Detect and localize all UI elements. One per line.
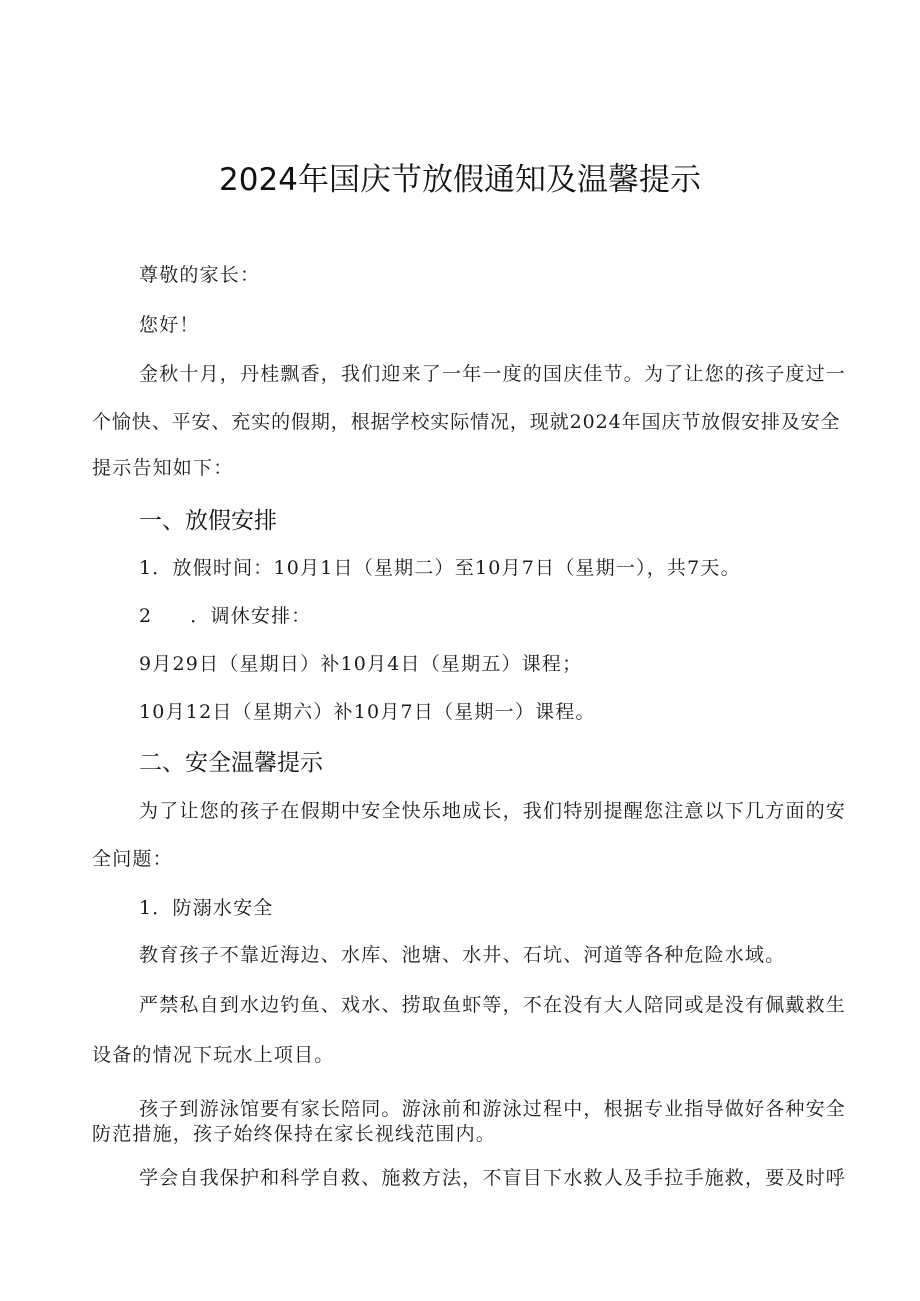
swap-line-1: 9月29日（星期日）补10月4日（星期五）课程； [139, 653, 583, 675]
item-number: 2 [139, 605, 153, 627]
drowning-para-2-line-1: 严禁私自到水边钓鱼、戏水、捞取鱼虾等，不在没有大人陪同或是没有佩戴救生 [139, 994, 847, 1016]
hello-line: 您好！ [139, 314, 200, 336]
drowning-para-2-line-2: 设备的情况下玩水上项目。 [92, 1044, 335, 1066]
intro-line-2: 个愉快、平安、充实的假期，根据学校实际情况，现就2024年国庆节放假安排及安全 [92, 411, 841, 433]
subheading-drowning: 1．防溺水安全 [139, 897, 274, 919]
item-text: ．调休安排： [190, 605, 312, 627]
section-heading-safety: 二、安全温馨提示 [139, 750, 323, 776]
safety-intro-line-1: 为了让您的孩子在假期中安全快乐地成长，我们特别提醒您注意以下几方面的安 [139, 800, 847, 822]
drowning-para-3-line-2: 防范措施，孩子始终保持在家长视线范围内。 [92, 1123, 497, 1145]
section-heading-holiday: 一、放假安排 [139, 508, 277, 534]
drowning-para-4: 学会自我保护和科学自救、施救方法，不盲目下水救人及手拉手施救，要及时呼 [139, 1167, 847, 1189]
schedule-swap-item [139, 604, 312, 628]
holiday-time-item: 1．放假时间：10月1日（星期二）至10月7日（星期一），共7天。 [139, 557, 741, 579]
drowning-para-1: 教育孩子不靠近海边、水库、池塘、水井、石坑、河道等各种危险水域。 [139, 944, 786, 966]
greeting: 尊敬的家长： [139, 264, 261, 286]
swap-line-2: 10月12日（星期六）补10月7日（星期一）课程。 [139, 701, 596, 723]
document-title: 2024年国庆节放假通知及温馨提示 [219, 162, 701, 198]
drowning-para-3-line-1: 孩子到游泳馆要有家长陪同。游泳前和游泳过程中，根据专业指导做好各种安全 [139, 1098, 847, 1120]
safety-intro-line-2: 全问题： [92, 848, 173, 870]
intro-line-3: 提示告知如下： [92, 457, 234, 479]
intro-line-1: 金秋十月，丹桂飘香，我们迎来了一年一度的国庆佳节。为了让您的孩子度过一 [139, 363, 847, 385]
